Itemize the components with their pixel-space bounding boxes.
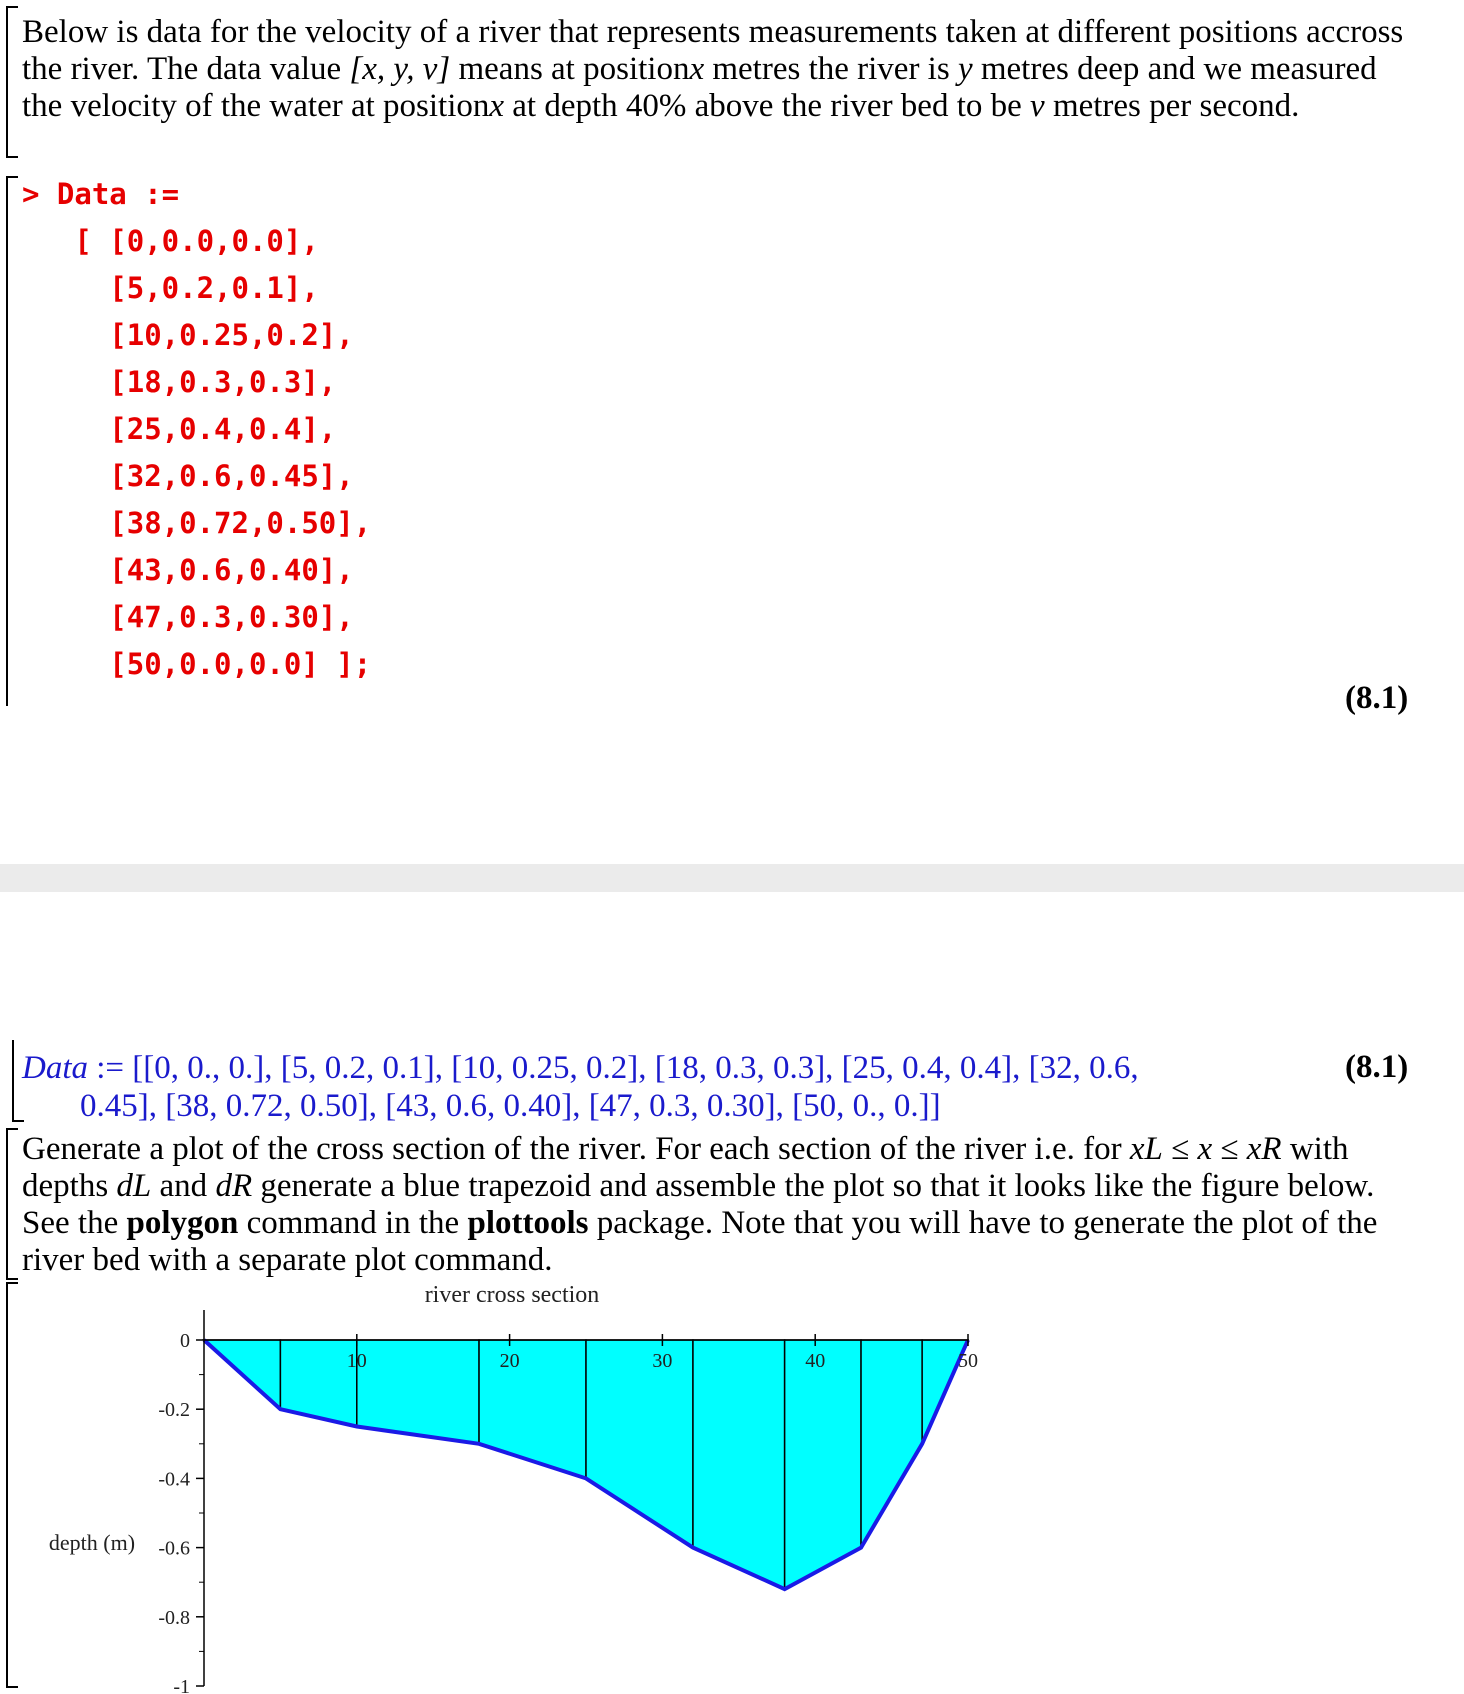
x-tick-label: 40	[805, 1350, 826, 1372]
equation-label-output: (8.1)	[1345, 1049, 1409, 1085]
task-paragraph: Generate a plot of the cross section of the river. For each section of the river i.e. for xL ≤ x ≤ xR with depths dL and dR generate a blue trapezoid and assemble the plot so that it looks like the figure below. See the polygon command in the plottools package. Note that you will have to generate the plot of the river bed with a separate plot command.	[22, 1131, 1378, 1278]
input-code-line: [43,0.6,0.40],	[109, 553, 354, 587]
input-code-line: [25,0.4,0.4],	[109, 412, 337, 446]
input-code-line: [38,0.72,0.50],	[109, 506, 372, 540]
chart-title: river cross section	[424, 1282, 600, 1308]
y-axis-label: depth (m)	[48, 1530, 136, 1555]
input-code-line: [32,0.6,0.45],	[109, 459, 354, 493]
output-line-1: Data := [[0, 0., 0.], [5, 0.2, 0.1], [10, 0.25, 0.2], [18, 0.3, 0.3], [25, 0.4, 0.4], [32, 0.6,	[22, 1050, 1139, 1086]
input-code-line: [5,0.2,0.1],	[109, 271, 319, 305]
y-tick-label: -1	[173, 1676, 190, 1694]
input-code-line: [ [0,0.0,0.0],	[74, 224, 319, 258]
x-tick-label: 50	[958, 1350, 978, 1372]
y-tick-label: -0.4	[158, 1468, 190, 1491]
x-tick-label: 20	[499, 1350, 520, 1372]
x-tick-label: 30	[652, 1350, 673, 1372]
y-tick-label: 0	[180, 1330, 190, 1352]
intro-paragraph: Below is data for the velocity of a river that represents measurements taken at different positions accross the river. The data value [x, y, v] means at positionx metres the river is y metres deep and we measured the velocity of the water at positionx at depth 40% above the river bed to be v metres per second.	[22, 14, 1404, 124]
input-prompt: >	[22, 177, 40, 211]
trapezoid-3	[479, 1340, 586, 1478]
math-triple: [x, y, v]	[349, 51, 451, 87]
input-code-line: [50,0.0,0.0] ];	[22, 647, 372, 681]
input-code-line: Data :=	[56, 177, 180, 211]
trapezoid-7	[861, 1340, 922, 1548]
y-tick-label: -0.6	[158, 1537, 190, 1560]
x-tick-label: 10	[346, 1350, 367, 1372]
plottools-keyword: plottools	[467, 1205, 589, 1241]
chart-marks	[158, 1310, 978, 1694]
input-code-line: [10,0.25,0.2],	[109, 318, 354, 352]
trapezoid-4	[586, 1340, 693, 1548]
output-line-2: 0.45], [38, 0.72, 0.50], [43, 0.6, 0.40], [47, 0.3, 0.30], [50, 0., 0.]]	[80, 1088, 941, 1124]
polygon-keyword: polygon	[126, 1205, 239, 1241]
input-code-line: [47,0.3,0.30],	[109, 600, 354, 634]
y-tick-label: -0.2	[158, 1399, 190, 1422]
y-tick-label: -0.8	[158, 1606, 190, 1629]
equation-label-input: (8.1)	[1345, 680, 1409, 716]
input-code-line: [18,0.3,0.3],	[109, 365, 337, 399]
